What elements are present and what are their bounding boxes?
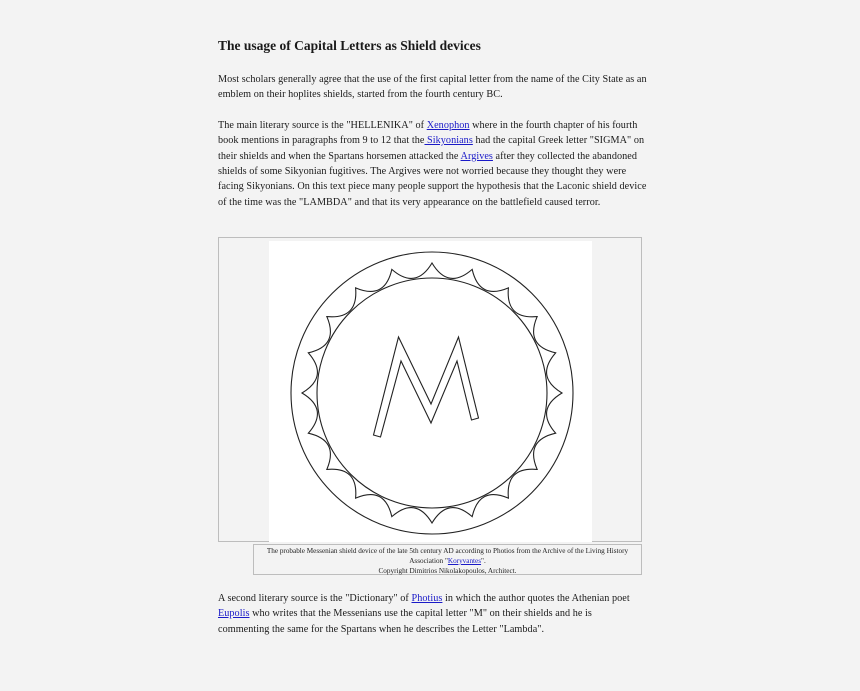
text-segment: after they collected the abandoned shields of some Sikyonian fugitives. The Argives were not worried because they thought they were facing Sikyonians. On this text piece many people support the hypothesis that the Laconic shield device of the time was the "LAMBDA" and that its very appearance on the battlefield caused terror. xyxy=(218,150,647,208)
paragraph-intro: Most scholars generally agree that the use of the first capital letter from the name of the City State as an emblem on their hoplites shields, started from the fourth century BC. xyxy=(218,74,647,101)
figure-frame xyxy=(218,237,642,542)
text-segment: where in the fourth chapter of his fourth book mentions in paragraphs from 9 to 12 that the xyxy=(218,119,638,147)
caption-text-end: ". xyxy=(481,557,486,565)
shield-drawing xyxy=(269,241,592,542)
paragraph-photius-block xyxy=(218,591,638,652)
caption-text: The probable Messenian shield device of the late 5th century AD according to Photios from the Archive of the Living History Association " xyxy=(266,547,629,565)
link-sikyonians[interactable]: Sikyonians xyxy=(424,135,473,147)
link-argives[interactable]: Argives xyxy=(460,150,493,162)
figure-caption xyxy=(253,544,642,575)
text-segment: A second literary source is the "Dictionary" of xyxy=(218,593,412,604)
paragraph-xenophon xyxy=(218,118,648,210)
shield-inner-rim xyxy=(317,278,547,508)
shield-letter-m xyxy=(374,337,479,437)
caption-copyright: Copyright Dimitrios Nikolakopoulos, Architect. xyxy=(378,567,517,575)
page-title: The usage of Capital Letters as Shield devices xyxy=(218,38,481,53)
shield-image xyxy=(269,241,592,542)
link-eupolis[interactable]: Eupolis xyxy=(218,608,250,620)
shield-outer-rim xyxy=(291,252,573,534)
text-segment: The main literary source is the "HELLENIKA" of xyxy=(218,119,427,131)
link-koryvantes[interactable]: Koryvantes xyxy=(447,557,482,565)
shield-scalloped-border xyxy=(302,263,562,523)
text-segment: in which the author quotes the Athenian poet xyxy=(442,593,630,604)
text-segment: who writes that the Messenians use the capital letter "M" on their shields and he is commenting the same for the Spartans when he describes the Letter "Lambda". xyxy=(218,608,592,635)
link-xenophon[interactable]: Xenophon xyxy=(426,119,470,131)
paragraph-photius xyxy=(218,591,638,637)
link-photius[interactable]: Photius xyxy=(411,593,443,604)
article xyxy=(218,36,648,225)
text-segment: had the capital Greek letter "SIGMA" on their shields and when the Spartans horsemen attacked the xyxy=(218,135,645,162)
